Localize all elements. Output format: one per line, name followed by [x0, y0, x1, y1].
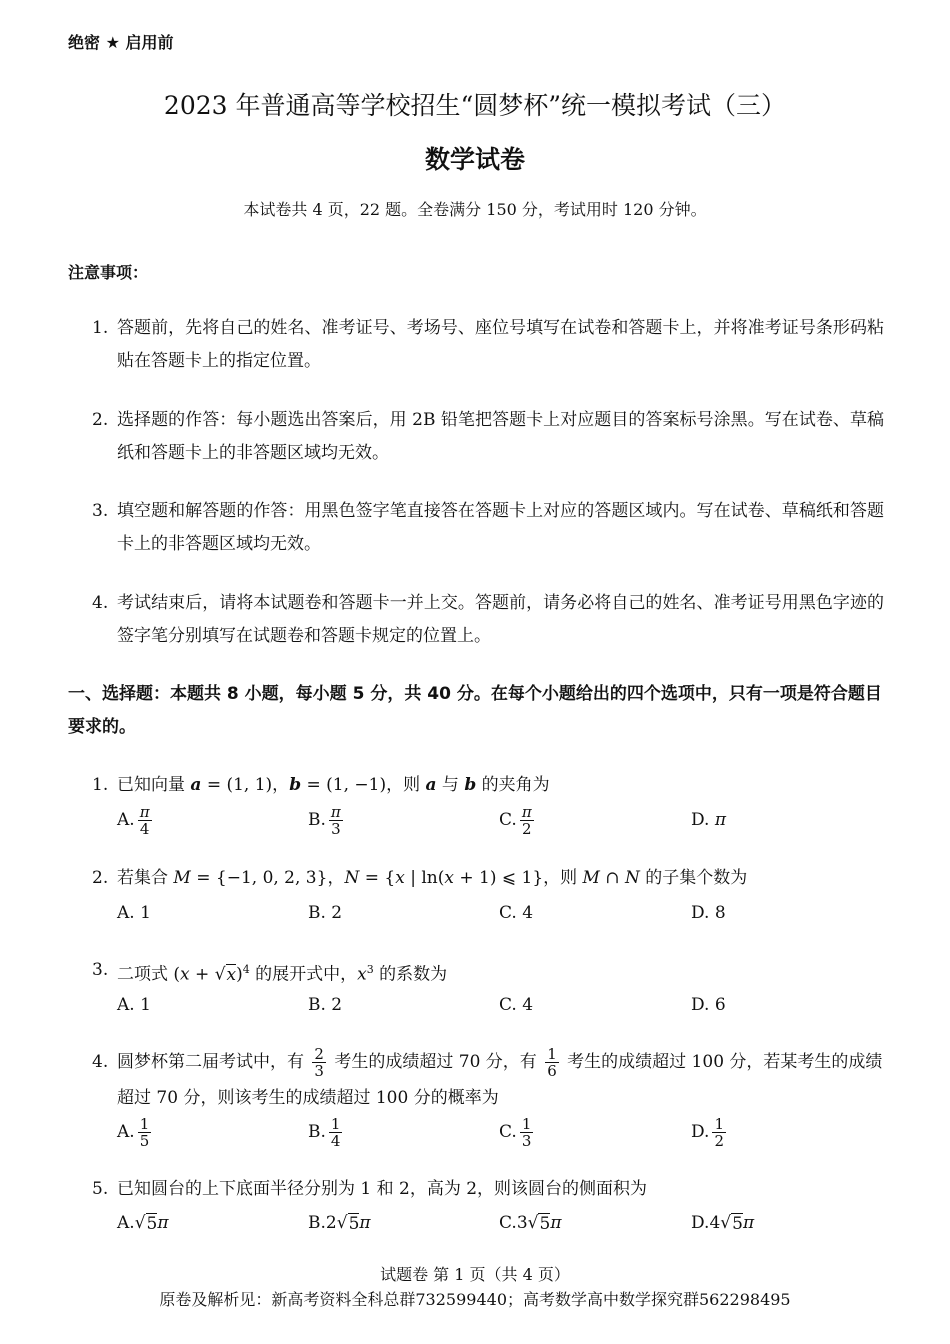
option-a[interactable]: [117, 800, 155, 840]
option-label: D.: [691, 1213, 710, 1233]
denominator: 3: [521, 1131, 532, 1150]
option-label: B.: [308, 1122, 326, 1142]
stem-text: 的夹角为: [476, 775, 550, 795]
fraction: [545, 1046, 559, 1079]
denominator: 2: [714, 1131, 724, 1150]
fraction: [712, 1116, 726, 1149]
exam-info: 本试卷共 4 页，22 题。全卷满分 150 分，考试用时 120 分钟。: [243, 200, 707, 219]
denominator: 4: [330, 1131, 341, 1150]
denominator: 5: [139, 1131, 150, 1150]
numerator: 1: [139, 1114, 150, 1133]
pi-symbol: π: [359, 1213, 371, 1233]
option-a[interactable]: [117, 1112, 154, 1152]
notice-item-3: [92, 495, 884, 561]
option-label: D.: [691, 810, 710, 830]
fraction: [329, 1116, 343, 1149]
question-number: 5.: [92, 1179, 109, 1199]
stem-text: = {−1, 0, 2, 3}，: [190, 868, 345, 888]
notice-item-number: 2.: [92, 410, 109, 430]
vector-a: a: [425, 775, 437, 795]
option-c[interactable]: [499, 1112, 536, 1152]
notice-item-1: [92, 312, 884, 378]
numerator: 1: [521, 1114, 532, 1133]
notice-item-number: 1.: [92, 318, 109, 338]
pi-symbol: π: [742, 1213, 755, 1233]
stem-text: = (1, 1)，: [201, 775, 290, 795]
option-b[interactable]: [308, 1112, 345, 1152]
option-label: C.: [499, 1213, 517, 1233]
math-var: x: [444, 868, 454, 888]
option-c[interactable]: C. 4: [499, 903, 534, 923]
stem-text: 考生的成绩超过 70 分，有: [328, 1052, 543, 1072]
coefficient: 2: [325, 1213, 337, 1233]
denominator: 4: [139, 819, 150, 838]
numerator: 1: [330, 1114, 341, 1133]
denominator: 3: [331, 819, 341, 838]
question-stem: [117, 1044, 884, 1116]
option-label: B.: [308, 810, 326, 830]
sqrt-icon: √: [134, 1213, 146, 1233]
pi-symbol: π: [550, 1213, 562, 1233]
stem-text: 考生的成绩超过 100 分，若某考生的成绩超过 70 分，则该考生的成绩超过 100 分的概率为: [117, 1052, 883, 1108]
option-a[interactable]: A. 1: [117, 995, 151, 1015]
math-var: x: [180, 964, 190, 985]
notice-item-number: 4.: [92, 593, 109, 613]
option-d[interactable]: D. 8: [691, 903, 726, 923]
exponent: 3: [366, 963, 374, 976]
coefficient: 4: [709, 1213, 721, 1233]
numerator: 1: [547, 1045, 557, 1063]
question-2: [92, 866, 884, 890]
stem-text: + √: [189, 964, 226, 985]
option-value: π: [714, 810, 727, 830]
question-stem: [117, 866, 884, 890]
radicand: 5: [348, 1213, 360, 1234]
question-number: 2.: [92, 868, 109, 888]
option-d[interactable]: [691, 1203, 754, 1243]
notice-item-4: [92, 587, 884, 653]
option-b[interactable]: [308, 1203, 371, 1243]
question-4: [92, 1044, 884, 1116]
exam-title: 2023 年普通高等学校招生“圆梦杯”统一模拟考试（三）: [163, 91, 787, 120]
question-5-options: [117, 1203, 884, 1243]
option-b[interactable]: [308, 800, 346, 840]
fraction: [138, 804, 152, 837]
page-footer: 试题卷 第 1 页（共 4 页）: [380, 1265, 570, 1284]
math-var: M: [173, 868, 191, 888]
vector-b: b: [289, 775, 302, 795]
question-3: [92, 958, 884, 987]
fraction: [312, 1046, 326, 1079]
option-label: C.: [499, 810, 517, 830]
numerator: π: [330, 802, 341, 821]
option-label: A.: [117, 1213, 135, 1233]
numerator: 1: [714, 1114, 724, 1133]
math-var: x: [357, 964, 367, 985]
option-d[interactable]: [691, 1112, 729, 1152]
option-a[interactable]: A. 1: [117, 903, 151, 923]
stem-text: 若集合: [117, 868, 174, 888]
math-expr: M ∩ N: [582, 868, 640, 888]
question-number: 1.: [92, 775, 109, 795]
math-var: x: [395, 868, 405, 888]
denominator: 2: [521, 819, 532, 838]
section-heading: 一、选择题：本题共 8 小题，每小题 5 分，共 40 分。在每个小题给出的四个选项中，只有一项是符合题目要求的。: [68, 684, 882, 737]
option-d[interactable]: [691, 800, 726, 840]
numerator: π: [521, 802, 532, 821]
stem-text: 与: [436, 775, 465, 795]
option-a[interactable]: [117, 1203, 169, 1243]
numerator: π: [139, 802, 150, 821]
notice-item-text: 答题前，先将自己的姓名、准考证号、考场号、座位号填写在试卷和答题卡上，并将准考证号条形码粘贴在答题卡上的指定位置。: [117, 318, 884, 371]
stem-text: 已知向量: [117, 775, 191, 795]
sqrt-icon: √: [720, 1213, 732, 1233]
stem-text: 二项式 (: [117, 964, 181, 985]
option-b[interactable]: B. 2: [308, 995, 343, 1015]
option-label: B.: [308, 1213, 326, 1233]
secret-label: 绝密 ★ 启用前: [68, 33, 174, 52]
option-d[interactable]: D. 6: [691, 995, 726, 1015]
option-c[interactable]: [499, 1203, 562, 1243]
question-number: 3.: [92, 960, 109, 980]
coefficient: 3: [516, 1213, 528, 1233]
stem-text: 的子集个数为: [639, 868, 748, 888]
exam-subtitle: 数学试卷: [424, 145, 525, 174]
notice-item-number: 3.: [92, 501, 109, 521]
question-number: 4.: [92, 1052, 109, 1072]
math-var: N: [344, 868, 360, 888]
stem-text: 的系数为: [373, 964, 448, 985]
notice-heading: 注意事项：: [68, 263, 149, 282]
notice-item-2: [92, 404, 884, 470]
stem-text: ): [236, 964, 243, 985]
question-stem: 已知圆台的上下底面半径分别为 1 和 2，高为 2，则该圆台的侧面积为: [117, 1179, 648, 1199]
notice-item-text: 考试结束后，请将本试题卷和答题卡一并上交。答题前，请务必将自己的姓名、准考证号用黑色字迹的签字笔分别填写在试题卷和答题卡规定的位置上。: [117, 593, 884, 646]
question-3-options: [117, 985, 884, 1025]
notice-item-text: 选择题的作答：每小题选出答案后，用 2B 铅笔把答题卡上对应题目的答案标号涂黑。写在试卷、草稿纸和答题卡上的非答题区域均无效。: [117, 410, 884, 463]
option-label: D.: [691, 1122, 710, 1142]
stem-text: + 1) ⩽ 1}，则: [453, 868, 583, 888]
question-stem: [117, 958, 884, 987]
fraction: [520, 1116, 534, 1149]
exponent: 4: [242, 963, 250, 976]
option-label: A.: [117, 810, 135, 830]
stem-text: | ln(: [404, 868, 445, 888]
vector-b: b: [464, 775, 477, 795]
radicand: 5: [732, 1213, 743, 1234]
source-footer: 原卷及解析见：新高考资料全科总群732599440；高考数学高中数学探究群562298495: [159, 1290, 791, 1309]
vector-a: a: [190, 775, 202, 795]
pi-symbol: π: [157, 1213, 169, 1233]
sqrt-icon: √: [336, 1213, 348, 1233]
option-c[interactable]: [499, 800, 537, 840]
fraction: [138, 1116, 152, 1149]
option-label: C.: [499, 1122, 517, 1142]
radicand: 5: [146, 1213, 158, 1234]
question-1-options: [117, 800, 884, 840]
question-1: [92, 773, 884, 797]
math-var: x: [226, 964, 237, 985]
option-label: A.: [117, 1122, 135, 1142]
stem-text: 的展开式中，: [249, 964, 358, 985]
radicand: 5: [539, 1213, 551, 1234]
denominator: 3: [314, 1062, 324, 1080]
option-c[interactable]: C. 4: [499, 995, 534, 1015]
sqrt-icon: √: [527, 1213, 539, 1233]
question-5: [92, 1177, 884, 1201]
stem-text: = (1, −1)，则: [301, 775, 426, 795]
notice-item-text: 填空题和解答题的作答：用黑色签字笔直接答在答题卡上对应的答题区域内。写在试卷、草稿纸和答题卡上的非答题区域均无效。: [117, 501, 884, 554]
denominator: 6: [547, 1062, 557, 1080]
stem-text: 圆梦杯第二届考试中，有: [117, 1052, 310, 1072]
fraction: [329, 804, 343, 837]
question-2-options: [117, 893, 884, 933]
fraction: [520, 804, 534, 837]
numerator: 2: [314, 1045, 324, 1063]
question-stem: [117, 773, 884, 797]
option-b[interactable]: B. 2: [308, 903, 343, 923]
question-4-options: [117, 1112, 884, 1152]
stem-text: = {: [359, 868, 396, 888]
